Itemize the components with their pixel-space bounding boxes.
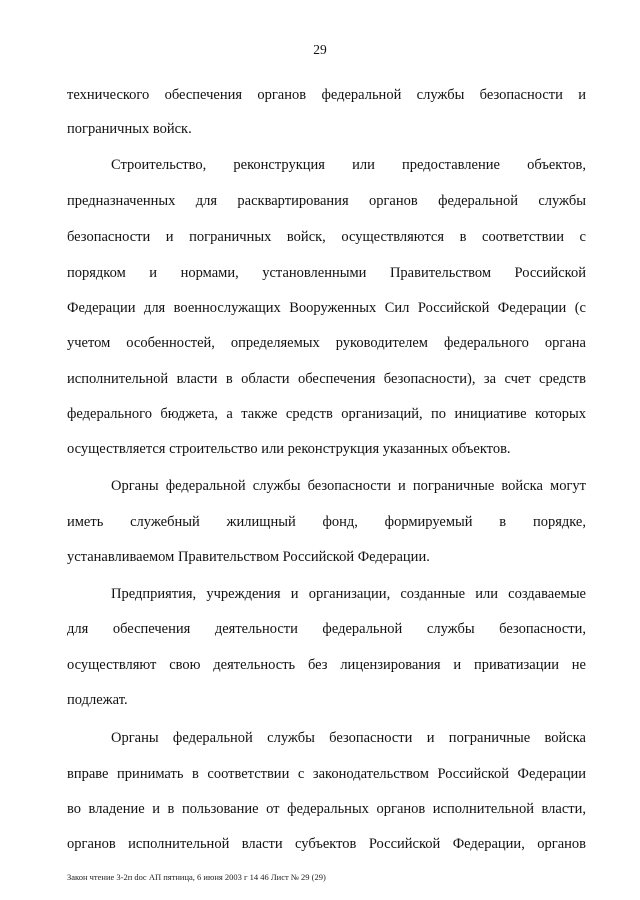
text-line: подлежат.	[67, 692, 128, 708]
paragraph-first-line: Предприятия, учреждения и организации, созданные или создаваемые	[111, 586, 586, 602]
paragraph-first-line: Органы федеральной службы безопасности и пограничные войска	[111, 730, 586, 746]
paragraph-first-line: Строительство, реконструкция или предоставление объектов,	[111, 157, 586, 173]
text-line: исполнительной власти в области обеспечения безопасности), за счет средств	[67, 371, 586, 387]
text-line: во владение и в пользование от федеральных органов исполнительной власти,	[67, 801, 586, 817]
text-line: Федерации для военнослужащих Вооруженных Сил Российской Федерации (с	[67, 300, 586, 316]
text-line: безопасности и пограничных войск, осуществляются в соответствии с	[67, 229, 586, 245]
text-line: осуществляется строительство или реконструкция указанных объектов.	[67, 441, 511, 457]
text-line: предназначенных для расквартирования органов федеральной службы	[67, 193, 586, 209]
text-line: пограничных войск.	[67, 121, 192, 137]
text-line: федерального бюджета, а также средств организаций, по инициативе которых	[67, 406, 586, 422]
text-line: органов исполнительной власти субъектов Российской Федерации, органов	[67, 836, 586, 852]
text-line: устанавливаемом Правительством Российской Федерации.	[67, 549, 430, 565]
paragraph-first-line: Органы федеральной службы безопасности и пограничные войска могут	[111, 478, 586, 494]
text-line: вправе принимать в соответствии с законодательством Российской Федерации	[67, 766, 586, 782]
text-line: для обеспечения деятельности федеральной службы безопасности,	[67, 621, 586, 637]
text-line: технического обеспечения органов федеральной службы безопасности и	[67, 87, 586, 103]
text-line: порядком и нормами, установленными Правительством Российской	[67, 265, 586, 281]
text-line: учетом особенностей, определяемых руководителем федерального органа	[67, 335, 586, 351]
footer-note: Закон чтение 3-2п doc АП пятница, 6 июня 2003 г 14 46 Лист № 29 (29)	[67, 872, 326, 882]
text-line: иметь служебный жилищный фонд, формируемый в порядке,	[67, 514, 586, 530]
page-number: 29	[313, 42, 327, 57]
text-line: осуществляют свою деятельность без лицензирования и приватизации не	[67, 657, 586, 673]
